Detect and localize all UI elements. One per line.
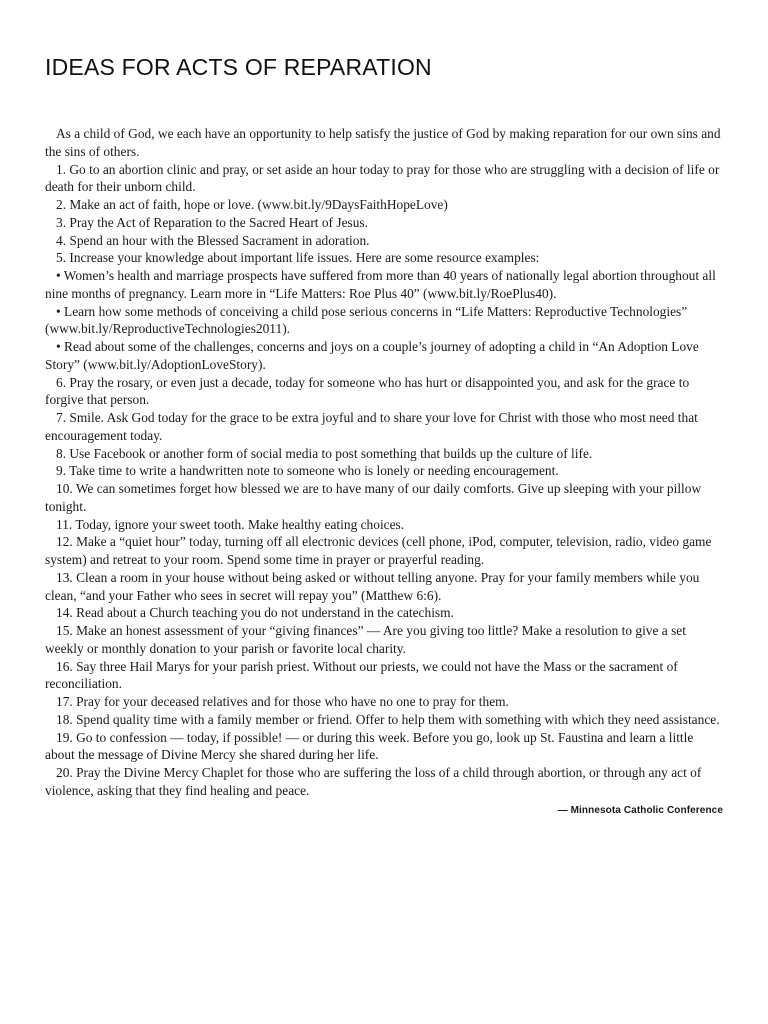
- list-item: 7. Smile. Ask God today for the grace to be extra joyful and to share your love for Christ with those who most need that encouragement today.: [45, 410, 698, 443]
- list-item: 5. Increase your knowledge about important life issues. Here are some resource examples:: [56, 250, 540, 266]
- list-item: 15. Make an honest assessment of your “giving finances” — Are you giving too little? Make a resolution to give a set weekly or monthly donation to your parish or favorite local charity.: [45, 623, 686, 656]
- list-item: 18. Spend quality time with a family member or friend. Offer to help them with something with which they need assistance.: [56, 711, 720, 727]
- attribution: — Minnesota Catholic Conference: [557, 804, 723, 816]
- list-item: 19. Go to confession — today, if possible! — or during this week. Before you go, look up St. Faustina and learn a little about the message of Divine Mercy she shared during her life.: [45, 729, 694, 763]
- list-item: 17. Pray for your deceased relatives and for those who have no one to pray for them.: [56, 694, 509, 709]
- list-item: 16. Say three Hail Marys for your parish priest. Without our priests, we could not have the Mass or the sacrament of reconciliation.: [45, 658, 678, 692]
- list-item: 20. Pray the Divine Mercy Chaplet for those who are suffering the loss of a child through abortion, or through any act of violence, asking that they find healing and peace.: [45, 765, 702, 798]
- list-item: 11. Today, ignore your sweet tooth. Make healthy eating choices.: [56, 516, 405, 532]
- list-item: 2. Make an act of faith, hope or love. (www.bit.ly/9DaysFaithHopeLove): [56, 197, 448, 212]
- document-page: [45, 52, 723, 816]
- list-item: 10. We can sometimes forget how blessed we are to have many of our daily comforts. Give up sleeping with your pillow tonight.: [45, 481, 702, 514]
- list-item: 13. Clean a room in your house without being asked or without telling anyone. Pray for your family members while you clean, “and your Father who sees in secret will repay you” (Matthew 6:6).: [45, 569, 700, 603]
- list-item: 12. Make a “quiet hour” today, turning off all electronic devices (cell phone, iPod, computer, television, radio, video game system) and retreat to your room. Spend some time in prayer or prayerful reading.: [45, 534, 712, 567]
- list-item: 14. Read about a Church teaching you do not understand in the catechism.: [56, 605, 454, 621]
- list-item: 9. Take time to write a handwritten note to someone who is lonely or needing encouragement.: [56, 463, 559, 479]
- list-item: 6. Pray the rosary, or even just a decade, today for someone who has hurt or disappointed you, and ask for the grace to forgive that person.: [45, 374, 690, 408]
- resource-bullet: • Read about some of the challenges, concerns and joys on a couple’s journey of adopting a child in “An Adoption Love Story” (www.bit.ly/AdoptionLoveStory).: [45, 339, 699, 372]
- resource-bullet: • Women’s health and marriage prospects have suffered from more than 40 years of nationally legal abortion throughout all nine months of pregnancy. Learn more in “Life Matters: Roe Plus 40” (www.bit.ly/RoePlus40).: [45, 268, 716, 301]
- intro-paragraph: As a child of God, we each have an opportunity to help satisfy the justice of God by making reparation for our own sins and the sins of others.: [45, 126, 721, 159]
- list-item: 8. Use Facebook or another form of social media to post something that builds up the culture of life.: [56, 445, 593, 461]
- list-item: 4. Spend an hour with the Blessed Sacrament in adoration.: [56, 232, 370, 248]
- page-title: IDEAS FOR ACTS OF REPARATION: [45, 54, 432, 80]
- resource-bullet: • Learn how some methods of conceiving a child pose serious concerns in “Life Matters: Reproductive Technologies” (www.bit.ly/ReproductiveTechnologies2011).: [45, 303, 688, 337]
- body-text: [45, 125, 723, 800]
- list-item: 3. Pray the Act of Reparation to the Sacred Heart of Jesus.: [56, 214, 368, 230]
- list-item: 1. Go to an abortion clinic and pray, or set aside an hour today to pray for those who are struggling with a decision of life or death for their unborn child.: [45, 161, 720, 195]
